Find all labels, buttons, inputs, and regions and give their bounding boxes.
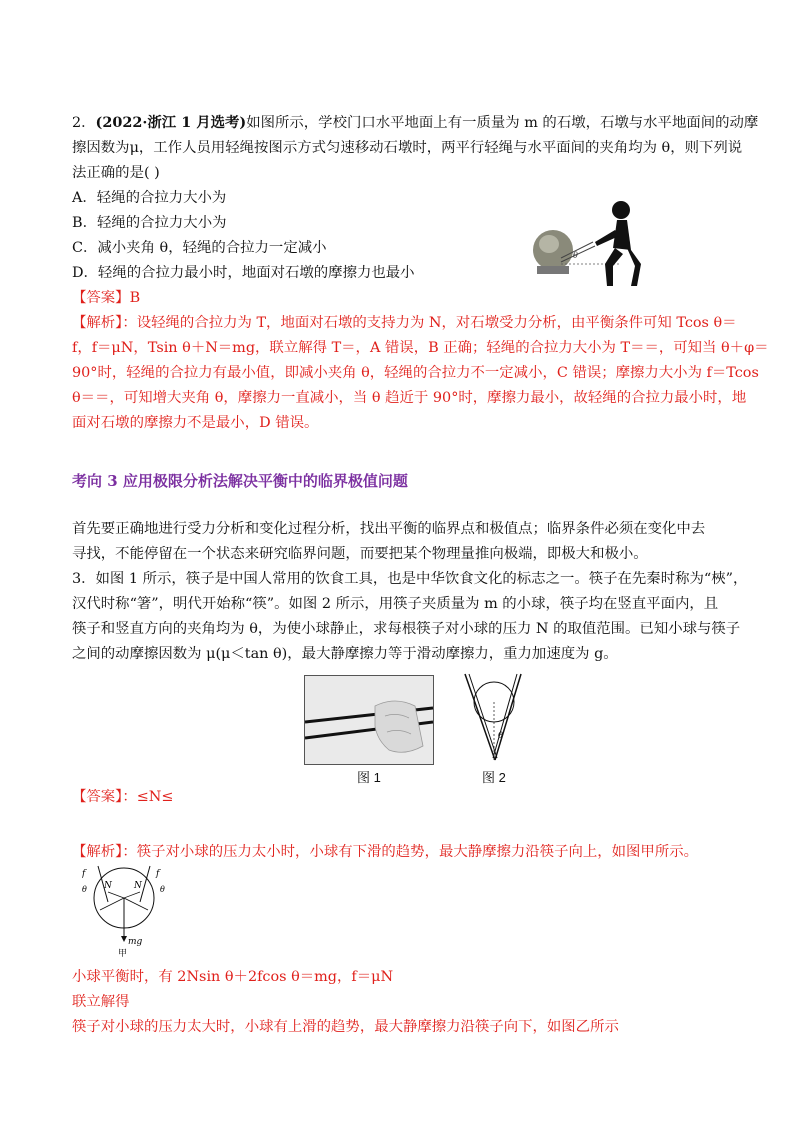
q2-line-2: 擦因数为μ，工作人员用轻绳按图示方式匀速移动石墩时，两平行轻绳与水平面间的夹角均为 θ，则下列说 [72, 140, 743, 156]
stone-pier-figure [531, 200, 643, 290]
q2-option-b: B．轻绳的合拉力大小为 [72, 215, 227, 231]
intro-line-1: 首先要正确地进行受力分析和变化过程分析，找出平衡的临界点和极值点；临界条件必须在变化中去 [72, 521, 706, 537]
equilibrium-equation: 小球平衡时，有 2Nsin θ＋2fcos θ＝mg，f＝μN [72, 969, 394, 985]
intro-line-2: 寻找，不能停留在一个状态来研究临界问题，而要把某个物理量推向极端，即极大和极小。 [72, 546, 648, 562]
fig2-caption: 图 2 [482, 770, 506, 785]
label-jia: 甲 [118, 949, 128, 957]
q2-analysis-5: 面对石墩的摩擦力不是最小，D 错误。 [72, 415, 319, 431]
label-theta-left: θ [82, 885, 87, 894]
section-3-body [72, 517, 748, 667]
q2-analysis-4: θ＝＝，可知增大夹角 θ，摩擦力一直减小，当 θ 趋近于 90°时，摩擦力最小，故轻绳的合拉力最小时，地 [72, 390, 747, 406]
q2-line-1 [72, 110, 759, 136]
force-diagram-jia [82, 862, 167, 957]
q2-analysis-2: f，f＝μN，Tsin θ＋N＝mg，联立解得 T＝，A 错误，B 正确；轻绳的合拉力大小为 T＝＝，可知当 θ＋φ＝ [72, 340, 769, 356]
q2-option-d: D．轻绳的合拉力最小时，地面对石墩的摩擦力也最小 [72, 265, 415, 281]
label-theta-right: θ [160, 885, 165, 894]
label-mg: mg [128, 937, 143, 947]
solve-line: 联立解得 [72, 994, 130, 1010]
q2-analysis-3: 90°时，轻绳的合拉力有最小值，即减小夹角 θ，轻绳的合拉力不一定减小，C 错误；摩擦力大小为 f＝Tcos [72, 365, 759, 381]
q2-option-c: C．减小夹角 θ，轻绳的合拉力一定减小 [72, 240, 327, 256]
q2-option-a: A．轻绳的合拉力大小为 [72, 190, 227, 206]
q3-line-4: 之间的动摩擦因数为 μ(μ＜tan θ)，最大静摩擦力等于滑动摩擦力，重力加速度为 g。 [72, 646, 618, 662]
q3-line-3: 筷子和竖直方向的夹角均为 θ，为使小球静止，求每根筷子对小球的压力 N 的取值范围。已知小球与筷子 [72, 621, 741, 637]
chopsticks-photo [304, 675, 434, 765]
q2-line-3: 法正确的是( ) [72, 165, 160, 181]
label-f-left: f [82, 869, 86, 879]
q2-number: 2． [72, 115, 96, 131]
q3-line-1: 3．如图 1 所示，筷子是中国人常用的饮食工具，也是中华饮食文化的标志之一。筷子在先秦时称为“梜”， [72, 571, 748, 587]
q3-line-2: 汉代时称“箸”，明代开始称“筷”。如图 2 所示，用筷子夹质量为 m 的小球，筷子均在竖直平面内，且 [72, 596, 719, 612]
q2-source: (2022·浙江 1 月选考) [95, 114, 247, 131]
label-n-right: N [134, 881, 142, 891]
fig2-theta: θ [498, 731, 503, 740]
section-heading: 考向 3 应用极限分析法解决平衡中的临界极值问题 [72, 472, 408, 490]
q2-analysis-1: 【解析】：设轻绳的合拉力为 T，地面对石墩的支持力为 N，对石墩受力分析，由平衡条件可知 Tcos θ＝ [72, 315, 737, 331]
q2-text-1: 如图所示，学校门口水平地面上有一质量为 m 的石墩，石墩与水平地面间的动摩 [246, 115, 759, 131]
upper-case-line: 筷子对小球的压力太大时，小球有上滑的趋势，最大静摩擦力沿筷子向下，如图乙所示 [72, 1019, 619, 1035]
q3-analysis-intro: 【解析】：筷子对小球的压力太小时，小球有下滑的趋势，最大静摩擦力沿筷子向上，如图甲所示。 [72, 844, 698, 860]
label-f-right: f [156, 869, 160, 879]
q3-analysis-continued [72, 965, 619, 1040]
q3-answer: 【答案】：≤N≤ [72, 789, 174, 805]
chopsticks-ball-diagram [461, 672, 525, 764]
label-n-left: N [104, 881, 112, 891]
svg-text:θ: θ [573, 251, 578, 260]
fig1-caption: 图 1 [357, 770, 381, 785]
q2-answer: 【答案】B [72, 290, 141, 306]
